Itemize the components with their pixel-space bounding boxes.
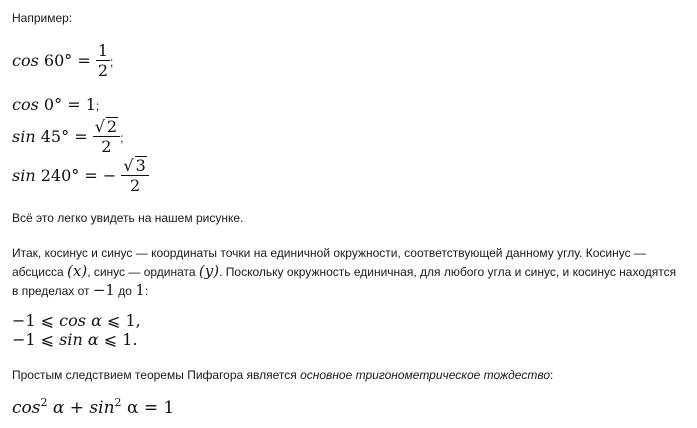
fraction xyxy=(121,156,148,195)
pythagorean-identity xyxy=(12,398,174,418)
sentence-figure: Всё это легко увидеть на нашем рисунке. xyxy=(12,211,244,225)
radical-icon: √ xyxy=(94,117,105,136)
rhs: ⩽ 1. xyxy=(103,330,138,349)
fn-cos: cos xyxy=(12,95,39,114)
intro-text: Например: xyxy=(12,11,73,25)
fn-sin: sin xyxy=(12,166,36,185)
example-sin45 xyxy=(12,118,123,157)
equals: = xyxy=(77,51,91,70)
fraction xyxy=(96,41,110,80)
denominator: 2 xyxy=(129,176,141,195)
fn-sin: sin xyxy=(89,398,115,418)
math-one: 1 xyxy=(135,281,145,299)
math-minus-one: −1 xyxy=(92,281,115,299)
punctuation: ; xyxy=(110,55,114,69)
text: абсцисса xyxy=(12,265,64,279)
fn-cos: cos α xyxy=(59,311,102,330)
lhs: −1 ⩽ xyxy=(12,311,55,330)
fraction xyxy=(93,117,120,156)
alpha-term: α + xyxy=(47,398,90,418)
power: 2 xyxy=(114,396,122,409)
fn-cos: cos xyxy=(12,51,39,70)
fn-cos: cos xyxy=(12,398,41,418)
bound-cos xyxy=(12,311,141,330)
text: в пределах от xyxy=(12,284,90,298)
lhs: −1 ⩽ xyxy=(12,330,55,349)
math-y: (y) xyxy=(198,262,220,280)
power: 2 xyxy=(40,396,48,409)
equals: = xyxy=(74,127,88,146)
fn-sin: sin xyxy=(12,127,36,146)
text: , синус — ордината xyxy=(87,265,196,279)
rhs: ⩽ 1, xyxy=(106,311,141,330)
equals: = xyxy=(67,95,81,114)
punctuation: ; xyxy=(120,131,124,145)
emphasis-term: основное тригонометрическое тождество xyxy=(300,368,550,382)
text: до xyxy=(118,284,132,298)
math-x: (x) xyxy=(67,262,88,280)
text: : xyxy=(144,284,149,298)
punctuation: ; xyxy=(95,99,100,113)
equals: = − xyxy=(84,166,117,185)
angle: 0° xyxy=(43,95,63,114)
angle: 240° xyxy=(40,166,80,185)
denominator: 2 xyxy=(97,61,109,80)
radicand: 2 xyxy=(106,117,118,136)
numerator xyxy=(93,117,120,137)
alpha-equals-one: α = 1 xyxy=(121,398,175,418)
example-cos0 xyxy=(12,95,99,114)
example-cos60 xyxy=(12,42,113,81)
fn-sin: sin α xyxy=(59,330,99,349)
value: 1 xyxy=(85,95,96,114)
para2-line1: Итак, косинус и синус — координаты точки на единичной окружности, соответствующей данному углу. Косинус — xyxy=(12,246,646,260)
angle: 45° xyxy=(40,127,70,146)
text: Простым следствием теоремы Пифагора является xyxy=(12,368,301,382)
example-sin240 xyxy=(12,157,149,196)
angle: 60° xyxy=(43,51,73,70)
numerator xyxy=(121,156,148,176)
para3 xyxy=(12,367,553,383)
bound-sin xyxy=(12,330,138,349)
numerator: 1 xyxy=(97,41,109,60)
text: . Поскольку окружность единичная, для любого угла и синус, и косинус находятся xyxy=(219,265,677,279)
denominator: 2 xyxy=(101,137,112,156)
para2-line3 xyxy=(12,282,148,299)
para2-line2 xyxy=(12,263,676,280)
radicand: 3 xyxy=(135,156,146,175)
radical-icon: √ xyxy=(123,156,134,175)
text: : xyxy=(550,368,554,382)
